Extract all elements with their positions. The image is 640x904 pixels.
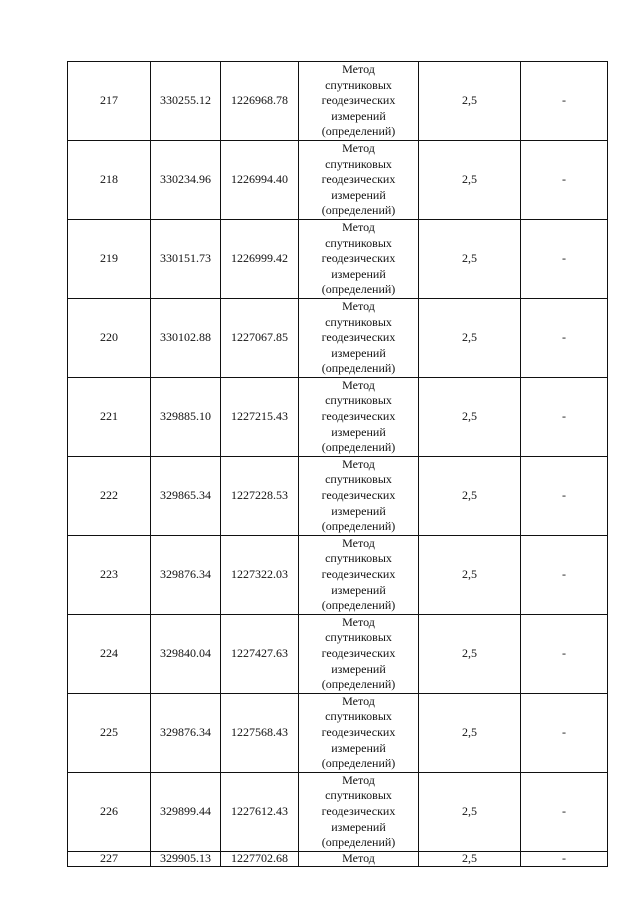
method-line: Метод (342, 851, 375, 866)
method-line: (определений) (321, 361, 396, 376)
note-cell: - (521, 851, 608, 866)
note-cell: - (521, 298, 608, 377)
method-line: измерений (331, 740, 386, 755)
table-row (68, 456, 608, 535)
point-number-cell: 227 (68, 851, 151, 866)
method-line: (определений) (321, 835, 396, 850)
accuracy-cell: 2,5 (419, 535, 521, 614)
method-line: геодезических (321, 724, 396, 739)
method-cell (299, 851, 419, 866)
x-coordinate-cell: 329905.13 (151, 851, 221, 866)
y-coordinate-cell: 1227228.53 (221, 456, 299, 535)
y-coordinate-cell: 1227612.43 (221, 772, 299, 851)
y-coordinate-cell: 1226968.78 (221, 62, 299, 141)
coordinates-table (67, 61, 608, 867)
method-line: (определений) (321, 203, 396, 218)
note-cell: - (521, 535, 608, 614)
x-coordinate-cell: 329876.34 (151, 693, 221, 772)
method-line: (определений) (321, 677, 396, 692)
method-cell (299, 456, 419, 535)
method-line: измерений (331, 582, 386, 597)
point-number-cell: 218 (68, 140, 151, 219)
method-line: Метод (342, 298, 375, 313)
accuracy-cell: 2,5 (419, 456, 521, 535)
y-coordinate-cell: 1226994.40 (221, 140, 299, 219)
y-coordinate-cell: 1226999.42 (221, 219, 299, 298)
x-coordinate-cell: 329876.34 (151, 535, 221, 614)
table-row (68, 62, 608, 141)
method-line: спутниковых (325, 77, 392, 92)
table-row (68, 614, 608, 693)
point-number-cell: 223 (68, 535, 151, 614)
method-cell (299, 219, 419, 298)
table-row (68, 219, 608, 298)
point-number-cell: 226 (68, 772, 151, 851)
y-coordinate-cell: 1227322.03 (221, 535, 299, 614)
x-coordinate-cell: 329840.04 (151, 614, 221, 693)
method-line: измерений (331, 108, 386, 123)
note-cell: - (521, 693, 608, 772)
note-cell: - (521, 62, 608, 141)
method-cell (299, 614, 419, 693)
x-coordinate-cell: 330234.96 (151, 140, 221, 219)
note-cell: - (521, 456, 608, 535)
method-line: геодезических (321, 172, 396, 187)
x-coordinate-cell: 329899.44 (151, 772, 221, 851)
method-line: (определений) (321, 440, 396, 455)
method-line: геодезических (321, 803, 396, 818)
point-number-cell: 219 (68, 219, 151, 298)
x-coordinate-cell: 330102.88 (151, 298, 221, 377)
method-line: Метод (342, 772, 375, 787)
table-row (68, 535, 608, 614)
y-coordinate-cell: 1227067.85 (221, 298, 299, 377)
method-line: Метод (342, 614, 375, 629)
y-coordinate-cell: 1227568.43 (221, 693, 299, 772)
method-line: (определений) (321, 124, 396, 139)
point-number-cell: 225 (68, 693, 151, 772)
table-row (68, 772, 608, 851)
accuracy-cell: 2,5 (419, 62, 521, 141)
note-cell: - (521, 140, 608, 219)
method-line: измерений (331, 424, 386, 439)
point-number-cell: 217 (68, 62, 151, 141)
x-coordinate-cell: 329885.10 (151, 377, 221, 456)
accuracy-cell: 2,5 (419, 377, 521, 456)
method-line: спутниковых (325, 551, 392, 566)
method-line: геодезических (321, 330, 396, 345)
method-line: (определений) (321, 756, 396, 771)
x-coordinate-cell: 330151.73 (151, 219, 221, 298)
point-number-cell: 224 (68, 614, 151, 693)
method-line: Метод (342, 456, 375, 471)
table-row (68, 140, 608, 219)
coordinates-table-body (68, 62, 608, 867)
table-row (68, 377, 608, 456)
method-cell (299, 772, 419, 851)
x-coordinate-cell: 330255.12 (151, 62, 221, 141)
y-coordinate-cell: 1227215.43 (221, 377, 299, 456)
method-line: Метод (342, 219, 375, 234)
method-cell (299, 140, 419, 219)
note-cell: - (521, 614, 608, 693)
method-line: геодезических (321, 567, 396, 581)
method-line: геодезических (321, 645, 396, 660)
accuracy-cell: 2,5 (419, 693, 521, 772)
method-cell (299, 298, 419, 377)
method-line: (определений) (321, 519, 396, 534)
method-line: измерений (331, 819, 386, 834)
point-number-cell: 221 (68, 377, 151, 456)
method-line: геодезических (321, 93, 396, 108)
note-cell: - (521, 772, 608, 851)
method-line: спутниковых (325, 393, 392, 408)
x-coordinate-cell: 329865.34 (151, 456, 221, 535)
point-number-cell: 220 (68, 298, 151, 377)
method-line: Метод (342, 377, 375, 392)
method-line: измерений (331, 503, 386, 518)
method-cell (299, 535, 419, 614)
method-line: (определений) (321, 598, 396, 613)
table-row (68, 298, 608, 377)
method-cell (299, 62, 419, 141)
method-cell (299, 377, 419, 456)
method-line: спутниковых (325, 472, 392, 487)
method-line: Метод (342, 140, 375, 155)
method-line: измерений (331, 345, 386, 360)
accuracy-cell: 2,5 (419, 140, 521, 219)
method-line: спутниковых (325, 630, 392, 645)
method-line: спутниковых (325, 788, 392, 803)
method-line: (определений) (321, 282, 396, 297)
method-cell (299, 693, 419, 772)
point-number-cell: 222 (68, 456, 151, 535)
method-line: спутниковых (325, 235, 392, 250)
note-cell: - (521, 219, 608, 298)
method-line: спутниковых (325, 156, 392, 171)
method-line: измерений (331, 661, 386, 676)
method-line: спутниковых (325, 709, 392, 724)
method-line: геодезических (321, 251, 396, 266)
accuracy-cell: 2,5 (419, 298, 521, 377)
method-line: измерений (331, 187, 386, 202)
y-coordinate-cell: 1227427.63 (221, 614, 299, 693)
y-coordinate-cell: 1227702.68 (221, 851, 299, 866)
accuracy-cell: 2,5 (419, 851, 521, 866)
table-row (68, 693, 608, 772)
note-cell: - (521, 377, 608, 456)
accuracy-cell: 2,5 (419, 772, 521, 851)
accuracy-cell: 2,5 (419, 219, 521, 298)
method-line: измерений (331, 266, 386, 281)
method-line: геодезических (321, 488, 396, 503)
table-row (68, 851, 608, 866)
method-line: Метод (342, 693, 375, 708)
method-line: Метод (342, 535, 375, 550)
accuracy-cell: 2,5 (419, 614, 521, 693)
method-line: Метод (342, 62, 375, 76)
method-line: геодезических (321, 409, 396, 424)
method-line: спутниковых (325, 314, 392, 329)
